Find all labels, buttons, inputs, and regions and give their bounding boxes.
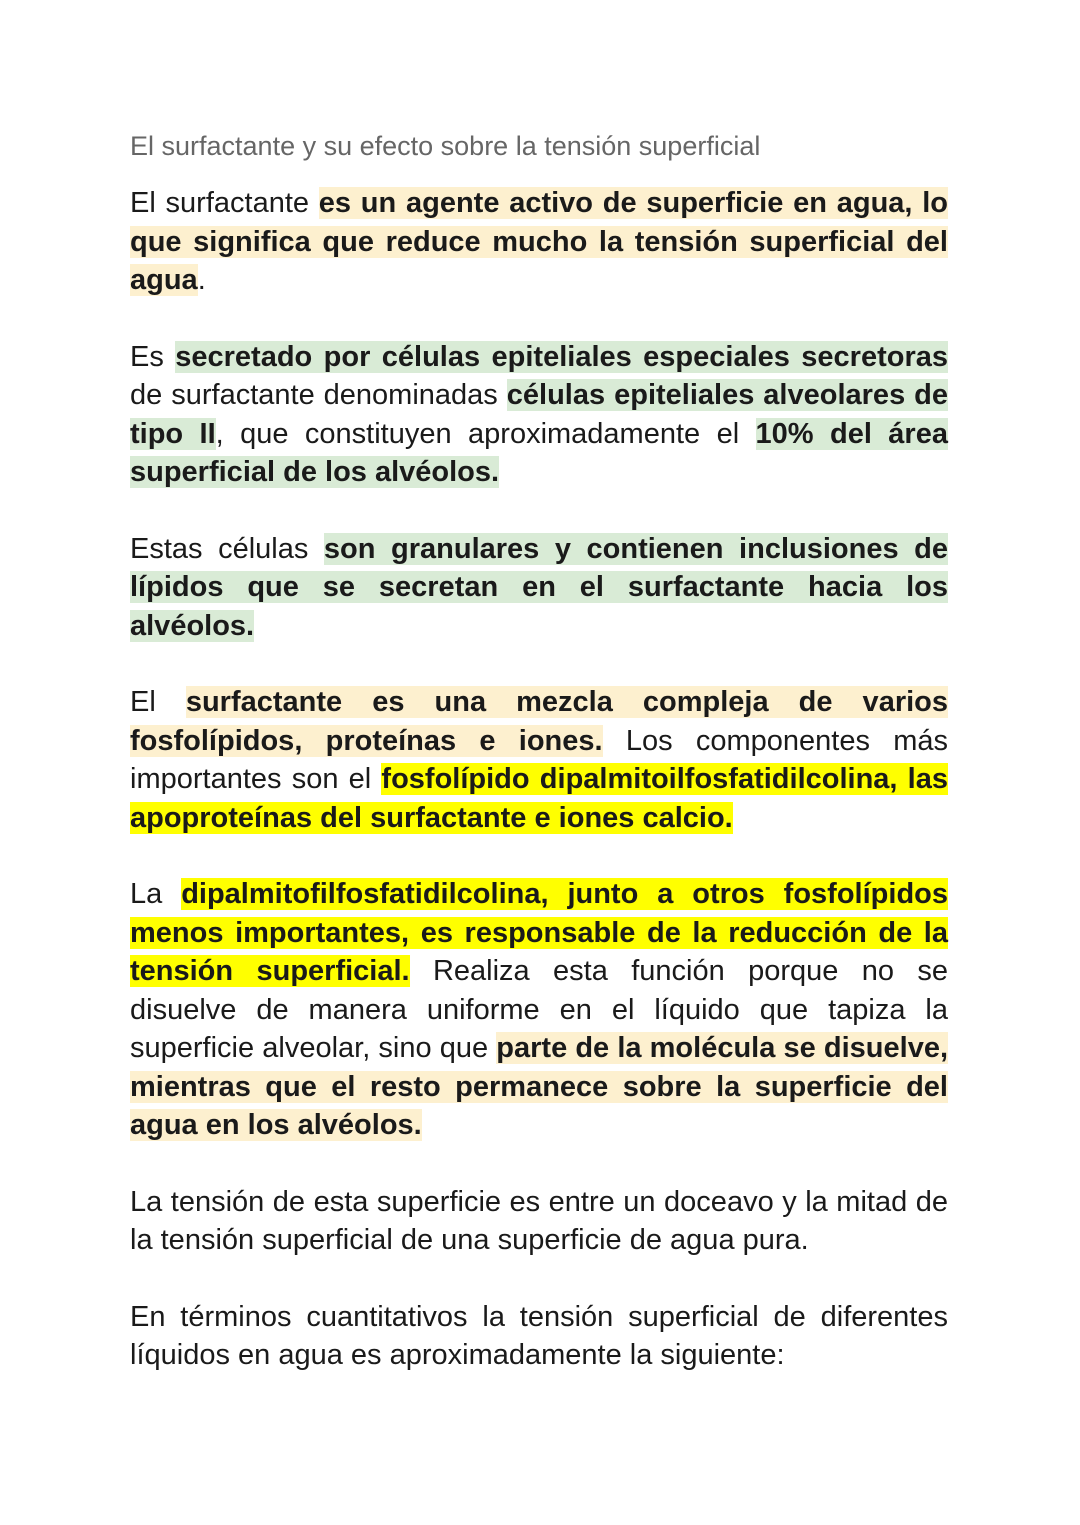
paragraph-dppc-function bbox=[130, 875, 948, 1145]
paragraph-cells bbox=[130, 530, 948, 646]
paragraph-secretion bbox=[130, 338, 948, 492]
paragraph-surface-tension-ratio bbox=[130, 1183, 948, 1260]
highlight-peach: parte de la molécula se disuelve, mientras que el resto permanece sobre la superficie del agua en los alvéolos. bbox=[130, 1032, 949, 1141]
plain-text: , que constituyen aproximadamente el bbox=[215, 417, 756, 450]
plain-text: Es bbox=[130, 340, 176, 373]
highlight-green: células epiteliales alveolares de tipo II bbox=[130, 379, 949, 450]
highlight-green: son granulares y contienen inclusiones de lípidos que se secretan en el surfactante hacia los alvéolos. bbox=[130, 532, 948, 642]
highlight-green: secretado por células epiteliales especiales secretoras bbox=[175, 340, 948, 373]
plain-text: El bbox=[130, 686, 186, 718]
plain-text: La bbox=[130, 878, 182, 910]
highlight-green: 10% del área superficial de los alvéolos. bbox=[130, 417, 948, 488]
plain-text: . bbox=[197, 264, 206, 296]
paragraph-quantitative bbox=[130, 1298, 948, 1375]
plain-text: El surfactante bbox=[130, 187, 319, 219]
plain-text: Realiza esta función porque no se disuelve de manera uniforme en el líquido que tapiza la superficie alveolar, sino que bbox=[130, 955, 948, 1064]
plain-text: Los componentes más importantes son el bbox=[130, 724, 949, 795]
document-page bbox=[130, 128, 948, 1413]
highlight-peach: surfactante es una mezcla compleja de varios fosfolípidos, proteínas e iones. bbox=[130, 686, 949, 757]
plain-text: de surfactante denominadas bbox=[130, 379, 507, 411]
plain-text: La tensión de esta superficie es entre un doceavo y la mitad de la tensión superficial de una superficie de agua pura. bbox=[130, 1185, 948, 1256]
highlight-yellow: fosfolípido dipalmitoilfosfatidilcolina, las apoproteínas del surfactante e iones calcio. bbox=[130, 763, 948, 834]
plain-text: En términos cuantitativos la tensión superficial de diferentes líquidos en agua es aproximadamente la siguiente: bbox=[130, 1300, 948, 1371]
paragraph-composition bbox=[130, 683, 948, 837]
highlight-peach: es un agente activo de superficie en agua, lo que significa que reduce mucho la tensión superficial del agua bbox=[130, 187, 948, 296]
document-title: El surfactante y su efecto sobre la tensión superficial bbox=[130, 131, 761, 161]
plain-text: Estas células bbox=[130, 532, 324, 565]
paragraph-surfactant-definition bbox=[130, 184, 948, 300]
highlight-yellow: dipalmitofilfosfatidilcolina, junto a otros fosfolípidos menos importantes, es responsable de la reducción de la tensión superficial. bbox=[130, 878, 948, 987]
